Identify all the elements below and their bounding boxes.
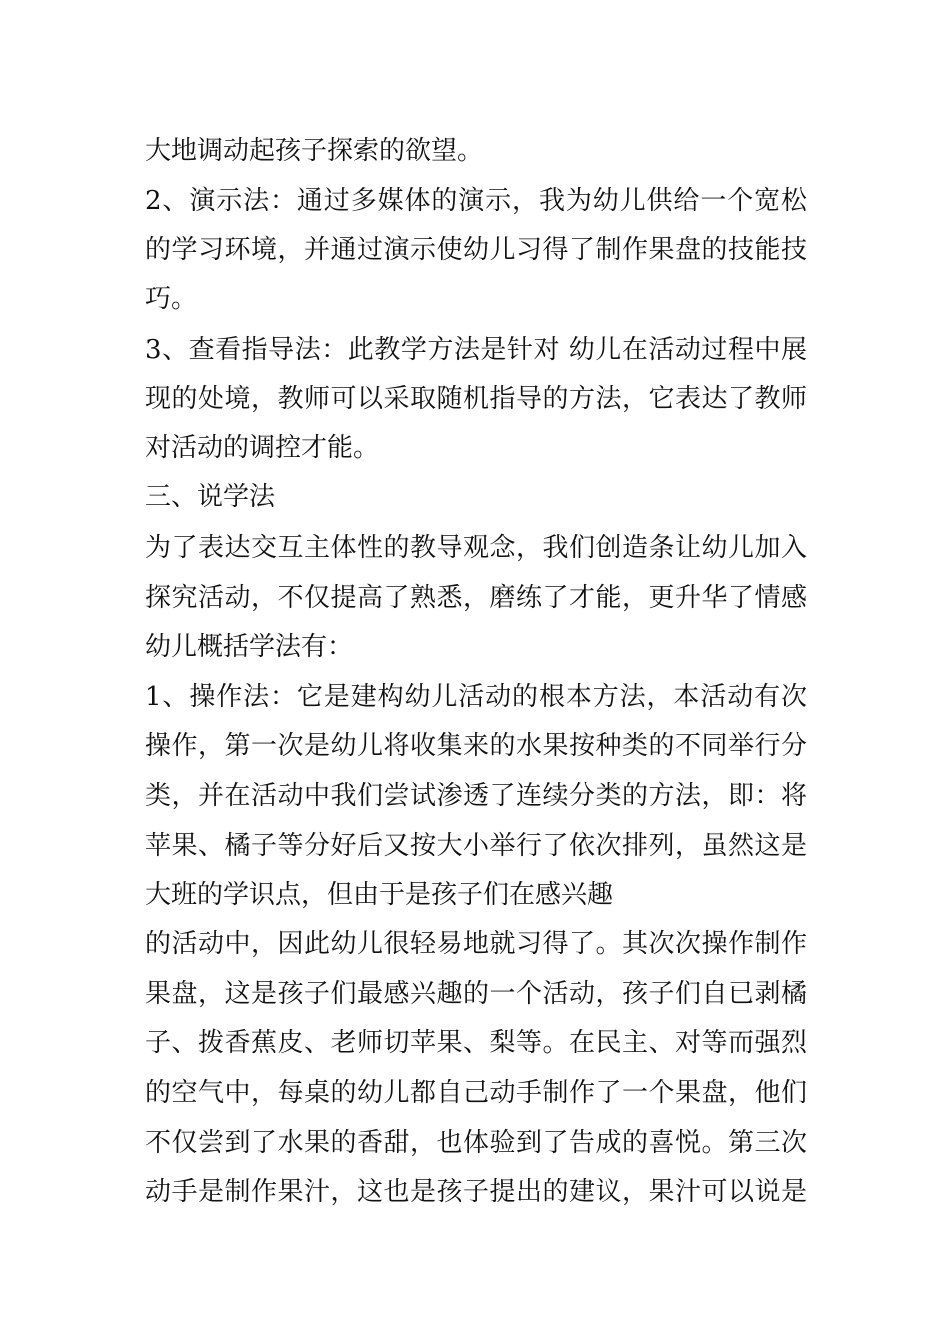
text-line: 果盘，这是孩子们最感兴趣的一个活动，孩子们自已剥橘 xyxy=(145,979,807,1009)
text-line: 大地调动起孩子探索的欲望。 xyxy=(145,136,484,166)
text-line: 操作，第一次是幼儿将收集来的水果按种类的不同举行分 xyxy=(145,731,807,761)
text-line: 动手是制作果汁，这也是孩子提出的建议，果汁可以说是 xyxy=(145,1177,807,1207)
text-line: 不仅尝到了水果的香甜，也体验到了告成的喜悦。第三次 xyxy=(145,1128,807,1158)
text-line: 现的处境，教师可以采取随机指导的方法，它表达了教师 xyxy=(145,384,807,414)
section-heading: 三、说学法 xyxy=(145,482,276,512)
text-line: 2、演示法：通过多媒体的演示，我为幼儿供给一个宽松 xyxy=(145,186,807,216)
text-line: 幼儿概括学法有： xyxy=(145,632,354,662)
text-line: 类，并在活动中我们尝试渗透了连续分类的方法，即：将 xyxy=(145,781,807,811)
text-line: 1、操作法：它是建构幼儿活动的根本方法，本活动有次 xyxy=(145,682,807,712)
text-line: 苹果、橘子等分好后又按大小举行了依次排列，虽然这是 xyxy=(145,831,807,861)
text-line: 子、拨香蕉皮、老师切苹果、梨等。在民主、对等而强烈 xyxy=(145,1028,807,1058)
text-line: 3、查看指导法：此教学方法是针对 幼儿在活动过程中展 xyxy=(145,335,807,365)
text-line: 探究活动，不仅提高了熟悉，磨练了才能，更升华了情感 xyxy=(145,583,807,613)
text-line: 大班的学识点，但由于是孩子们在感兴趣 xyxy=(145,880,614,910)
text-line: 为了表达交互主体性的教导观念，我们创造条让幼儿加入 xyxy=(145,533,807,563)
text-line: 的学习环境，并通过演示使幼儿习得了制作果盘的技能技 xyxy=(145,235,807,265)
text-line: 的活动中，因此幼儿很轻易地就习得了。其次次操作制作 xyxy=(145,929,807,959)
text-line: 巧。 xyxy=(145,284,198,314)
text-line: 的空气中，每桌的幼儿都自己动手制作了一个果盘，他们 xyxy=(145,1078,807,1108)
text-line: 对活动的调控才能。 xyxy=(145,433,380,463)
